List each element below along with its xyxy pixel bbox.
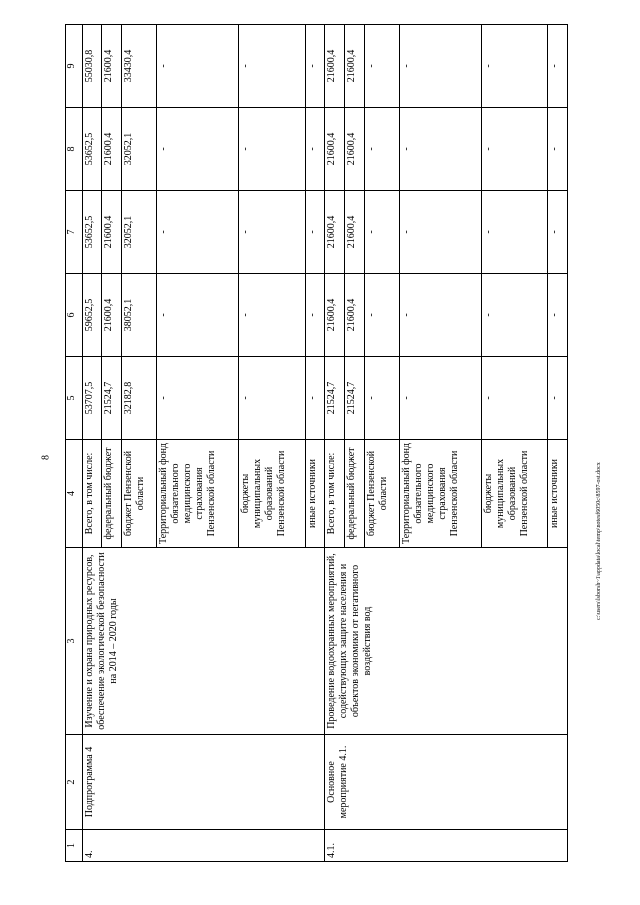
value-cell: 21600,4 <box>102 108 122 191</box>
table-row <box>82 25 102 862</box>
header-cell: 1 <box>66 830 83 862</box>
value-cell: 33430,4 <box>122 25 157 108</box>
value-cell: - <box>548 25 568 108</box>
value-cell: 21600,4 <box>325 274 345 357</box>
row-number: 4.1. <box>325 830 568 862</box>
value-cell: - <box>305 191 325 274</box>
value-cell: 21600,4 <box>344 274 364 357</box>
value-cell: 21600,4 <box>325 25 345 108</box>
funding-source: федеральный бюджет <box>102 440 122 548</box>
table-body <box>82 25 567 862</box>
value-cell: 21600,4 <box>102 25 122 108</box>
funding-source: иные источники <box>548 440 568 548</box>
value-cell: - <box>548 274 568 357</box>
value-cell: 53652,5 <box>82 191 102 274</box>
value-cell: - <box>305 25 325 108</box>
row-number: 4. <box>82 830 324 862</box>
header-cell: 8 <box>66 108 83 191</box>
value-cell: 21524,7 <box>325 357 345 440</box>
value-cell: - <box>157 357 239 440</box>
value-cell: - <box>305 357 325 440</box>
value-cell: 21524,7 <box>102 357 122 440</box>
value-cell: 21600,4 <box>325 191 345 274</box>
rotated-table-container <box>65 25 568 862</box>
row-title: Изучение и охрана природных ресурсов, обеспечение экологической безопасности на 2014 – 2020 годы <box>82 548 324 735</box>
value-cell: - <box>364 191 399 274</box>
value-cell: - <box>305 274 325 357</box>
value-cell: - <box>548 191 568 274</box>
funding-source: Всего, в том числе: <box>325 440 345 548</box>
funding-source: федеральный бюджет <box>344 440 364 548</box>
header-cell: 7 <box>66 191 83 274</box>
value-cell: 21600,4 <box>325 108 345 191</box>
value-cell: - <box>364 25 399 108</box>
funding-source: бюджет Пензенской области <box>122 440 157 548</box>
value-cell: - <box>239 274 306 357</box>
value-cell: 21600,4 <box>344 191 364 274</box>
value-cell: 21600,4 <box>344 25 364 108</box>
value-cell: - <box>548 357 568 440</box>
value-cell: 32052,1 <box>122 108 157 191</box>
header-cell: 2 <box>66 735 83 830</box>
value-cell: - <box>399 274 481 357</box>
value-cell: - <box>239 25 306 108</box>
row-name: Основное мероприятие 4.1. <box>325 735 568 830</box>
value-cell: - <box>399 108 481 191</box>
value-cell: 21524,7 <box>344 357 364 440</box>
budget-table <box>65 24 568 862</box>
value-cell: 32182,8 <box>122 357 157 440</box>
value-cell: - <box>364 274 399 357</box>
funding-source: иные источники <box>305 440 325 548</box>
funding-source: бюджеты муниципальных образований Пензенской области <box>481 440 548 548</box>
value-cell: - <box>157 274 239 357</box>
value-cell: 53652,5 <box>82 108 102 191</box>
value-cell: - <box>364 357 399 440</box>
funding-source: Территориальный фонд обязательного медицинского страхования Пензенской области <box>399 440 481 548</box>
value-cell: - <box>481 191 548 274</box>
value-cell: - <box>399 191 481 274</box>
funding-source: бюджет Пензенской области <box>364 440 399 548</box>
value-cell: - <box>157 108 239 191</box>
value-cell: 55030,8 <box>82 25 102 108</box>
value-cell: - <box>239 357 306 440</box>
value-cell: - <box>481 25 548 108</box>
value-cell: 21600,4 <box>102 191 122 274</box>
value-cell: 21600,4 <box>344 108 364 191</box>
value-cell: - <box>481 357 548 440</box>
header-row <box>66 25 83 862</box>
value-cell: 32052,1 <box>122 191 157 274</box>
value-cell: 21600,4 <box>102 274 122 357</box>
value-cell: - <box>239 108 306 191</box>
value-cell: 53707,5 <box>82 357 102 440</box>
value-cell: 59652,5 <box>82 274 102 357</box>
value-cell: - <box>481 274 548 357</box>
value-cell: - <box>399 25 481 108</box>
header-cell: 6 <box>66 274 83 357</box>
value-cell: - <box>481 108 548 191</box>
row-title: Проведение водоохранных мероприятий, содействующих защите населения и объектов экономики от негативного воздействия вод <box>325 548 568 735</box>
value-cell: - <box>399 357 481 440</box>
value-cell: - <box>239 191 306 274</box>
header-cell: 3 <box>66 548 83 735</box>
funding-source: бюджеты муниципальных образований Пензенской области <box>239 440 306 548</box>
page-number: 8 <box>40 455 52 460</box>
value-cell: - <box>364 108 399 191</box>
value-cell: - <box>548 108 568 191</box>
value-cell: - <box>157 25 239 108</box>
funding-source: Территориальный фонд обязательного медицинского страхования Пензенской области <box>157 440 239 548</box>
value-cell: - <box>305 108 325 191</box>
header-cell: 4 <box>66 440 83 548</box>
value-cell: - <box>157 191 239 274</box>
footer-file-path: c:\users\lsborsh~1\appdata\local\temp\notesf6050c\8597-ost.docx <box>596 462 602 620</box>
header-cell: 9 <box>66 25 83 108</box>
row-name: Подпрограмма 4 <box>82 735 324 830</box>
header-cell: 5 <box>66 357 83 440</box>
table-row <box>325 25 345 862</box>
funding-source: Всего, в том числе: <box>82 440 102 548</box>
value-cell: 38052,1 <box>122 274 157 357</box>
